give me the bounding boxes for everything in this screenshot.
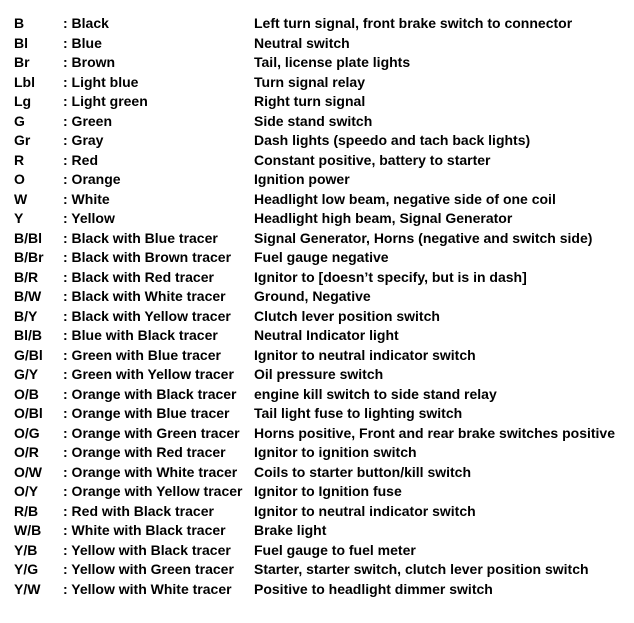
legend-row <box>14 34 629 54</box>
legend-row <box>14 190 629 210</box>
legend-row <box>14 53 629 73</box>
wire-code: R/B <box>14 502 39 519</box>
wire-code: G/Bl <box>14 346 43 363</box>
legend-row <box>14 502 629 522</box>
wire-color: : Blue with Black tracer <box>63 327 218 343</box>
legend-row <box>14 209 629 229</box>
wire-code: O/W <box>14 463 42 480</box>
wire-color: : Orange with Black tracer <box>63 385 237 402</box>
wire-description: Tail, license plate lights <box>254 54 411 70</box>
wire-color: : Yellow with Green tracer <box>63 561 234 577</box>
wire-color: : Yellow <box>63 210 115 226</box>
wire-code: Y/W <box>14 580 41 597</box>
wire-description: Tail light fuse to lighting switch <box>254 405 463 421</box>
wire-code: B/W <box>14 288 42 304</box>
legend-row <box>14 443 629 463</box>
legend-row <box>14 521 629 541</box>
wire-code: B/R <box>14 268 39 285</box>
wire-color: : Black with Blue tracer <box>63 229 218 246</box>
wire-color: : Black <box>63 15 109 31</box>
wire-color: : Orange with Green tracer <box>63 424 240 441</box>
wire-color: : Green with Blue tracer <box>63 346 221 363</box>
legend-row <box>14 73 629 93</box>
wire-color: : Red <box>63 151 98 168</box>
wire-code: B/Bl <box>14 229 42 246</box>
wire-color: : Green with Yellow tracer <box>63 366 234 382</box>
legend-row <box>14 326 629 346</box>
wire-description: Headlight high beam, Signal Generator <box>254 210 513 226</box>
wire-description: Turn signal relay <box>254 73 365 90</box>
wire-description: Ignition power <box>254 171 350 187</box>
wire-code: Bl <box>14 34 28 51</box>
wire-code: O/R <box>14 444 39 460</box>
wire-color: : Gray <box>63 132 104 148</box>
wire-code: B/Y <box>14 307 38 324</box>
wire-description: Fuel gauge negative <box>254 249 389 265</box>
wire-color: : Black with Red tracer <box>63 268 214 285</box>
wire-description: Brake light <box>254 522 327 538</box>
legend-row <box>14 248 629 268</box>
legend-row <box>14 580 629 600</box>
wire-code: O <box>14 171 25 187</box>
wire-color: : Black with White tracer <box>63 288 226 304</box>
legend-row <box>14 560 629 580</box>
wire-code: O/G <box>14 424 40 441</box>
legend-row <box>14 170 629 190</box>
wire-description: Headlight low beam, negative side of one coil <box>254 190 556 207</box>
wire-color: : Yellow with White tracer <box>63 580 232 597</box>
wire-color: : Yellow with Black tracer <box>63 541 231 558</box>
legend-row <box>14 229 629 249</box>
wire-code: Y <box>14 210 24 226</box>
wire-color-legend <box>14 14 629 599</box>
legend-row <box>14 541 629 561</box>
wire-color: : Black with Yellow tracer <box>63 307 231 324</box>
wire-description: Constant positive, battery to starter <box>254 151 491 168</box>
legend-row <box>14 424 629 444</box>
wire-code: Bl/B <box>14 327 42 343</box>
wire-color: : Black with Brown tracer <box>63 249 232 265</box>
wire-code: O/Y <box>14 483 39 499</box>
wire-description: Neutral switch <box>254 34 350 51</box>
wire-code: R <box>14 151 25 168</box>
wire-description: engine kill switch to side stand relay <box>254 385 497 402</box>
wire-color: : Blue <box>63 34 102 51</box>
wire-color: : Orange with Blue tracer <box>63 405 230 421</box>
wire-description: Ignitor to ignition switch <box>254 444 417 460</box>
wire-code: G/Y <box>14 366 39 382</box>
wire-code: B/Br <box>14 249 44 265</box>
wire-code: G <box>14 112 25 129</box>
wire-description: Dash lights (speedo and tach back lights) <box>254 132 531 148</box>
legend-row <box>14 404 629 424</box>
wire-color: : Orange with Yellow tracer <box>63 483 243 499</box>
legend-row <box>14 385 629 405</box>
wire-description: Fuel gauge to fuel meter <box>254 541 416 558</box>
legend-row <box>14 112 629 132</box>
wire-color: : Light green <box>63 93 148 109</box>
wire-description: Oil pressure switch <box>254 366 384 382</box>
wire-description: Left turn signal, front brake switch to connector <box>254 15 573 31</box>
wire-code: O/Bl <box>14 405 43 421</box>
legend-row <box>14 365 629 385</box>
wire-description: Ignitor to Ignition fuse <box>254 483 402 499</box>
wire-description: Starter, starter switch, clutch lever position switch <box>254 561 589 577</box>
wire-color: : Green <box>63 112 113 129</box>
legend-row <box>14 463 629 483</box>
wire-code: Br <box>14 54 30 70</box>
wire-code: W/B <box>14 522 42 538</box>
wire-description: Ground, Negative <box>254 288 371 304</box>
legend-row <box>14 151 629 171</box>
wire-description: Neutral Indicator light <box>254 327 399 343</box>
legend-row <box>14 14 629 34</box>
wire-description: Ignitor to neutral indicator switch <box>254 346 476 363</box>
wire-code: Y/G <box>14 561 39 577</box>
wire-code: Lg <box>14 93 32 109</box>
wire-description: Horns positive, Front and rear brake switches positive <box>254 424 615 441</box>
wire-color: : Brown <box>63 54 116 70</box>
wire-color: : Orange <box>63 171 121 187</box>
wire-description: Coils to starter button/kill switch <box>254 463 472 480</box>
wire-color: : White <box>63 190 110 207</box>
wire-color: : White with Black tracer <box>63 522 226 538</box>
wire-description: Signal Generator, Horns (negative and switch side) <box>254 229 593 246</box>
wire-color: : Light blue <box>63 73 139 90</box>
wire-description: Right turn signal <box>254 93 366 109</box>
wire-description: Side stand switch <box>254 112 373 129</box>
wire-color: : Red with Black tracer <box>63 502 214 519</box>
legend-row <box>14 287 629 307</box>
wire-code: W <box>14 190 28 207</box>
legend-row <box>14 307 629 327</box>
wire-code: B <box>14 15 25 31</box>
wire-color: : Orange with Red tracer <box>63 444 226 460</box>
legend-row <box>14 92 629 112</box>
wire-description: Ignitor to [doesn’t specify, but is in dash] <box>254 268 527 285</box>
legend-row <box>14 346 629 366</box>
wire-code: Y/B <box>14 541 38 558</box>
legend-row <box>14 268 629 288</box>
wire-code: Lbl <box>14 73 35 90</box>
wire-description: Ignitor to neutral indicator switch <box>254 502 476 519</box>
wire-code: O/B <box>14 385 39 402</box>
legend-row <box>14 482 629 502</box>
wire-description: Positive to headlight dimmer switch <box>254 580 493 597</box>
legend-row <box>14 131 629 151</box>
wire-description: Clutch lever position switch <box>254 307 440 324</box>
wire-color: : Orange with White tracer <box>63 463 238 480</box>
wire-code: Gr <box>14 132 31 148</box>
